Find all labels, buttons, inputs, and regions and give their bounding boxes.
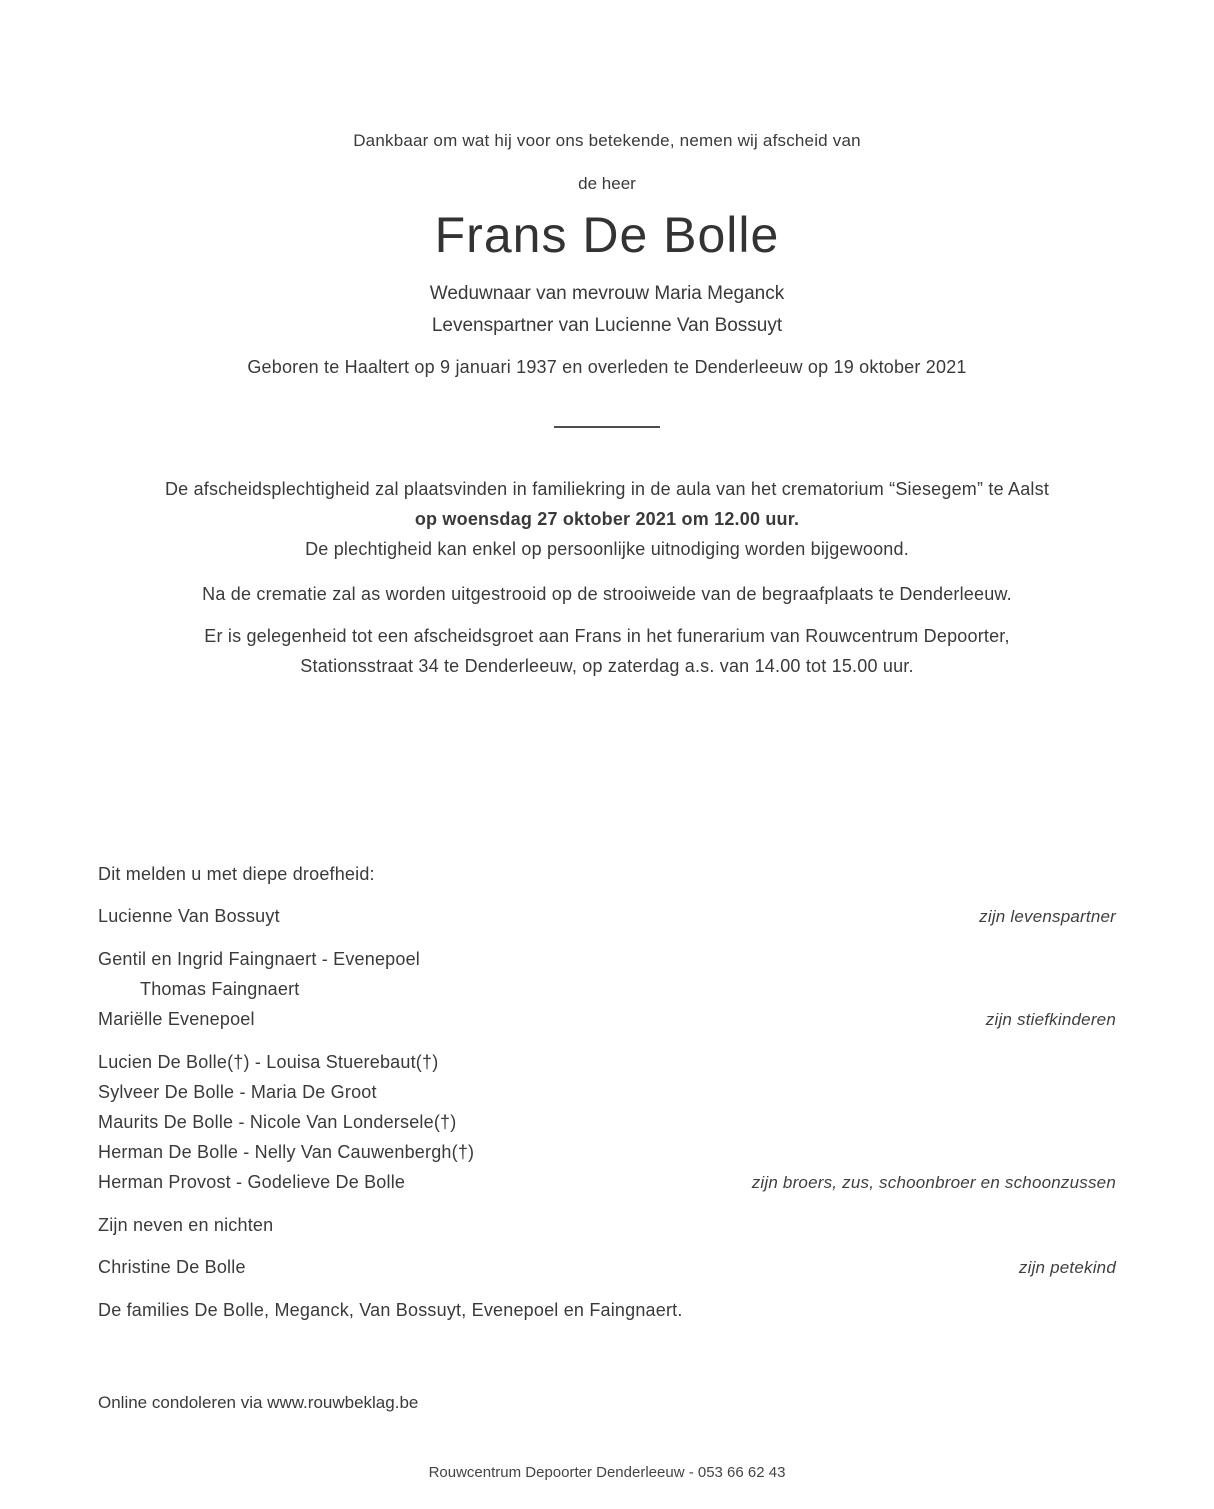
family-section — [0, 859, 1214, 1325]
family-row — [98, 974, 1116, 1004]
family-member-name: Herman Provost - Godelieve De Bolle — [98, 1172, 406, 1192]
family-row — [98, 944, 1116, 974]
family-member-name: Lucienne Van Bossuyt — [98, 906, 280, 926]
online-condolence-line: Online condoleren via www.rouwbeklag.be — [98, 1393, 419, 1412]
family-member-name: De families De Bolle, Meganck, Van Bossuyt, Evenepoel en Faingnaert. — [98, 1300, 683, 1320]
family-row — [98, 1210, 1116, 1240]
family-row — [98, 1004, 1116, 1035]
family-member-name: Herman De Bolle - Nelly Van Cauwenbergh(†) — [98, 1142, 475, 1162]
family-role-label: zijn broers, zus, schoonbroer en schoonzussen — [751, 1173, 1116, 1192]
subtitle-partner: Levenspartner van Lucienne Van Bossuyt — [431, 315, 783, 336]
family-member-name: Christine De Bolle — [98, 1257, 246, 1277]
family-role-label: zijn levenspartner — [979, 907, 1116, 926]
family-heading: Dit melden u met diepe droefheid: — [98, 864, 375, 884]
family-row — [98, 1077, 1116, 1107]
subtitle-block — [0, 278, 1214, 342]
family-role-label: zijn stiefkinderen — [985, 1010, 1116, 1029]
family-member-name: Gentil en Ingrid Faingnaert - Evenepoel — [98, 949, 420, 969]
section-divider — [554, 426, 660, 428]
family-role-label: zijn petekind — [1018, 1258, 1116, 1277]
family-member-name: Zijn neven en nichten — [98, 1215, 274, 1235]
family-member-name: Lucien De Bolle(†) - Louisa Stuerebaut(†) — [98, 1052, 439, 1072]
ceremony-farewell — [0, 621, 1214, 681]
family-member-name: Maurits De Bolle - Nicole Van Londersele(†) — [98, 1112, 457, 1132]
ceremony-farewell-line2: Stationsstraat 34 te Denderleeuw, op zaterdag a.s. van 14.00 tot 15.00 uur. — [300, 656, 914, 676]
funeral-home-footer: Rouwcentrum Depoorter Denderleeuw - 053 66 62 43 — [428, 1464, 786, 1481]
subtitle-widower: Weduwnaar van mevrouw Maria Meganck — [429, 283, 785, 304]
ceremony-datetime: op woensdag 27 oktober 2021 om 12.00 uur. — [414, 509, 800, 529]
family-row — [98, 1167, 1116, 1198]
family-row — [98, 1295, 1116, 1325]
family-row — [98, 1252, 1116, 1283]
family-row — [98, 901, 1116, 932]
ceremony-block — [0, 474, 1214, 681]
salutation: de heer — [578, 174, 636, 193]
family-row — [98, 1137, 1116, 1167]
deceased-name: Frans De Bolle — [434, 207, 780, 263]
ceremony-farewell-line1: Er is gelegenheid tot een afscheidsgroet aan Frans in het funerarium van Rouwcentrum Depoorter, — [204, 626, 1010, 646]
ceremony-invitation: De plechtigheid kan enkel op persoonlijke uitnodiging worden bijgewoond. — [305, 539, 909, 559]
family-member-name: Thomas Faingnaert — [140, 979, 300, 999]
family-member-name: Mariëlle Evenepoel — [98, 1009, 255, 1029]
family-row — [98, 1107, 1116, 1137]
family-row — [98, 1047, 1116, 1077]
ceremony-location: De afscheidsplechtigheid zal plaatsvinden in familiekring in de aula van het crematorium “Siesegem” te Aalst — [164, 479, 1050, 499]
life-dates: Geboren te Haaltert op 9 januari 1937 en overleden te Denderleeuw op 19 oktober 2021 — [247, 357, 967, 377]
family-member-name: Sylveer De Bolle - Maria De Groot — [98, 1082, 377, 1102]
ceremony-cremation: Na de crematie zal as worden uitgestrooid op de strooiweide van de begraafplaats te Denderleeuw. — [202, 584, 1012, 604]
intro-line: Dankbaar om wat hij voor ons betekende, nemen wij afscheid van — [353, 131, 861, 150]
